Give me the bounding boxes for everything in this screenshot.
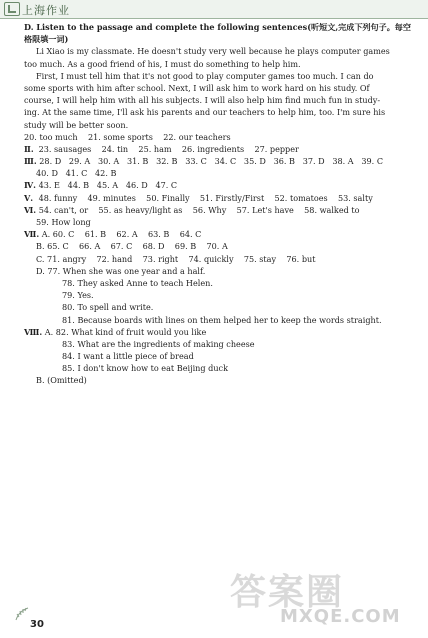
passage-line: First, I must tell him that it's not good to play computer games too much. I can do [36, 70, 374, 81]
answer-item: 49. minutes [87, 192, 136, 203]
answer-item: 47. C [155, 180, 178, 191]
answer-row-section-4 [24, 179, 412, 191]
answer-item: 70. A [206, 241, 228, 252]
answer-row-section-5 [24, 192, 412, 204]
answer-item: 25. ham [138, 143, 172, 154]
answer-item: 23. sausages [38, 143, 92, 154]
answer-item: 50. Finally [146, 192, 190, 203]
answer-item: 33. C [185, 156, 207, 167]
answer-item: C. 71. angry [36, 253, 87, 264]
answer-line-83: 83. What are the ingredients of making cheese [62, 338, 255, 349]
answer-item: 37. D [302, 156, 325, 167]
answer-item: 56. Why [192, 204, 227, 215]
section-label: Ⅷ. [24, 326, 43, 337]
answer-item: 20. too much [24, 131, 78, 142]
answer-row-section-6 [24, 204, 412, 216]
answer-item: 35. D [243, 156, 266, 167]
answer-row-section-2 [24, 143, 412, 155]
passage-line: course, I will help him with all his subjects. I will also help him find much fun in study- [24, 95, 381, 106]
answer-item: 52. tomatoes [274, 192, 328, 203]
page-header [0, 0, 428, 19]
leaf-ornament-icon [14, 606, 30, 622]
answer-item: 28. D [39, 156, 62, 167]
answer-item: 51. Firstly/First [199, 192, 265, 203]
answer-line-78: 78. They asked Anne to teach Helen. [62, 277, 213, 288]
watermark-brand: 答案圈 [230, 572, 345, 613]
section-label: Ⅵ. [24, 204, 37, 215]
answer-item: 36. B [273, 156, 295, 167]
answer-line-79: 79. Yes. [62, 290, 94, 301]
section-label: Ⅶ. [24, 229, 40, 240]
answer-item: 38. A [332, 156, 354, 167]
answer-item: 39. C [361, 156, 384, 167]
answer-item: B. 65. C [36, 241, 69, 252]
answer-item: 64. C [179, 229, 202, 240]
answer-row-section-7a [24, 228, 412, 240]
watermark [226, 566, 422, 630]
answer-item: 29. A [68, 156, 91, 167]
answer-item: 27. pepper [254, 143, 299, 154]
answer-item: 53. salty [337, 192, 373, 203]
section-label: Ⅴ. [24, 192, 34, 203]
answer-row-section-8 [24, 326, 412, 338]
answer-item: 76. but [286, 253, 316, 264]
answer-item: 55. as heavy/light as [98, 204, 183, 215]
answer-item: 45. A [96, 180, 119, 191]
answer-row-section-3 [24, 155, 412, 167]
header-title: 上海作业 [22, 4, 70, 17]
answer-item: 30. A [97, 156, 120, 167]
answer-item: 57. Let's have [236, 204, 294, 215]
answer-item: 34. C [214, 156, 237, 167]
answer-row-section-7c [24, 253, 412, 265]
answer-line-84: 84. I want a little piece of bread [62, 351, 194, 362]
answer-line-77: D. 77. When she was one year and a half. [36, 265, 206, 276]
answer-item: 48. funny [38, 192, 78, 203]
answer-row-section-3-cont [24, 167, 412, 179]
answer-item: 62. A [116, 229, 138, 240]
answer-item: 68. D [142, 241, 165, 252]
answer-item: 59. How long [36, 217, 91, 227]
answer-row-section-6-cont [24, 216, 412, 228]
answer-item: A. 82. What kind of fruit would you like [44, 326, 207, 337]
passage-line: some sports with him after school. Next, I will ask him to work hard on his study. Of [24, 82, 370, 93]
answer-item: A. 60. C [41, 229, 75, 240]
section-d-instruction: D. Listen to the passage and complete the following sentences(听短文,完成下列句子。每空 [24, 22, 411, 32]
answer-item: 40. D [36, 168, 58, 179]
passage-line: Li Xiao is my classmate. He doesn't study very well because he plays computer games [36, 46, 390, 57]
answer-line-81: 81. Because boards with lines on them helped her to keep the words straight. [62, 314, 382, 325]
answer-item: 24. tin [101, 143, 129, 154]
answer-item: 46. D [125, 180, 148, 191]
answer-item: 73. right [142, 253, 179, 264]
answer-item: 61. B [84, 229, 107, 240]
answer-line-80: 80. To spell and write. [62, 302, 154, 313]
answer-item: 74. quickly [188, 253, 234, 264]
passage-line: too much. As a good friend of his, I must do something to help him. [24, 58, 301, 69]
answer-item: 67. C [110, 241, 133, 252]
answer-item: 44. B [67, 180, 90, 191]
section-d-instruction-cont: 格限填一词) [24, 34, 69, 45]
passage-line: ing. At the same time, I'll ask his parents and our teachers to help him, too. I'm sure his [24, 107, 386, 118]
answer-item: 41. C [65, 168, 88, 179]
answer-line-b-omitted: B. (Omitted) [36, 375, 87, 386]
watermark-url: MXQE.COM [280, 606, 401, 627]
answer-item: 43. E [38, 180, 60, 191]
section-label: Ⅳ. [24, 180, 37, 191]
section-label: Ⅲ. [24, 156, 37, 167]
answer-item: 66. A [79, 241, 101, 252]
section-label: Ⅱ. [24, 143, 34, 154]
answer-item: 58. walked to [304, 204, 360, 215]
answer-content [24, 21, 412, 387]
passage-line: study will be better soon. [24, 119, 129, 130]
answer-item: 75. stay [243, 253, 277, 264]
answer-item: 72. hand [96, 253, 133, 264]
answer-row-section-7b [24, 240, 412, 252]
answer-item: 54. can't, or [38, 204, 89, 215]
answer-item: 32. B [156, 156, 178, 167]
answer-line-85: 85. I don't know how to eat Beijing duck [62, 363, 228, 374]
answer-item: 31. B [126, 156, 149, 167]
answer-item: 21. some sports [87, 131, 153, 142]
answer-item: 63. B [147, 229, 170, 240]
answer-item: 22. our teachers [163, 131, 231, 142]
answer-item: 69. B [174, 241, 197, 252]
book-logo-icon [4, 2, 20, 16]
answer-item: 42. B [95, 168, 117, 179]
page-number: 30 [30, 619, 44, 630]
answer-item: 26. ingredients [181, 143, 245, 154]
answer-row-20-22 [24, 131, 412, 143]
